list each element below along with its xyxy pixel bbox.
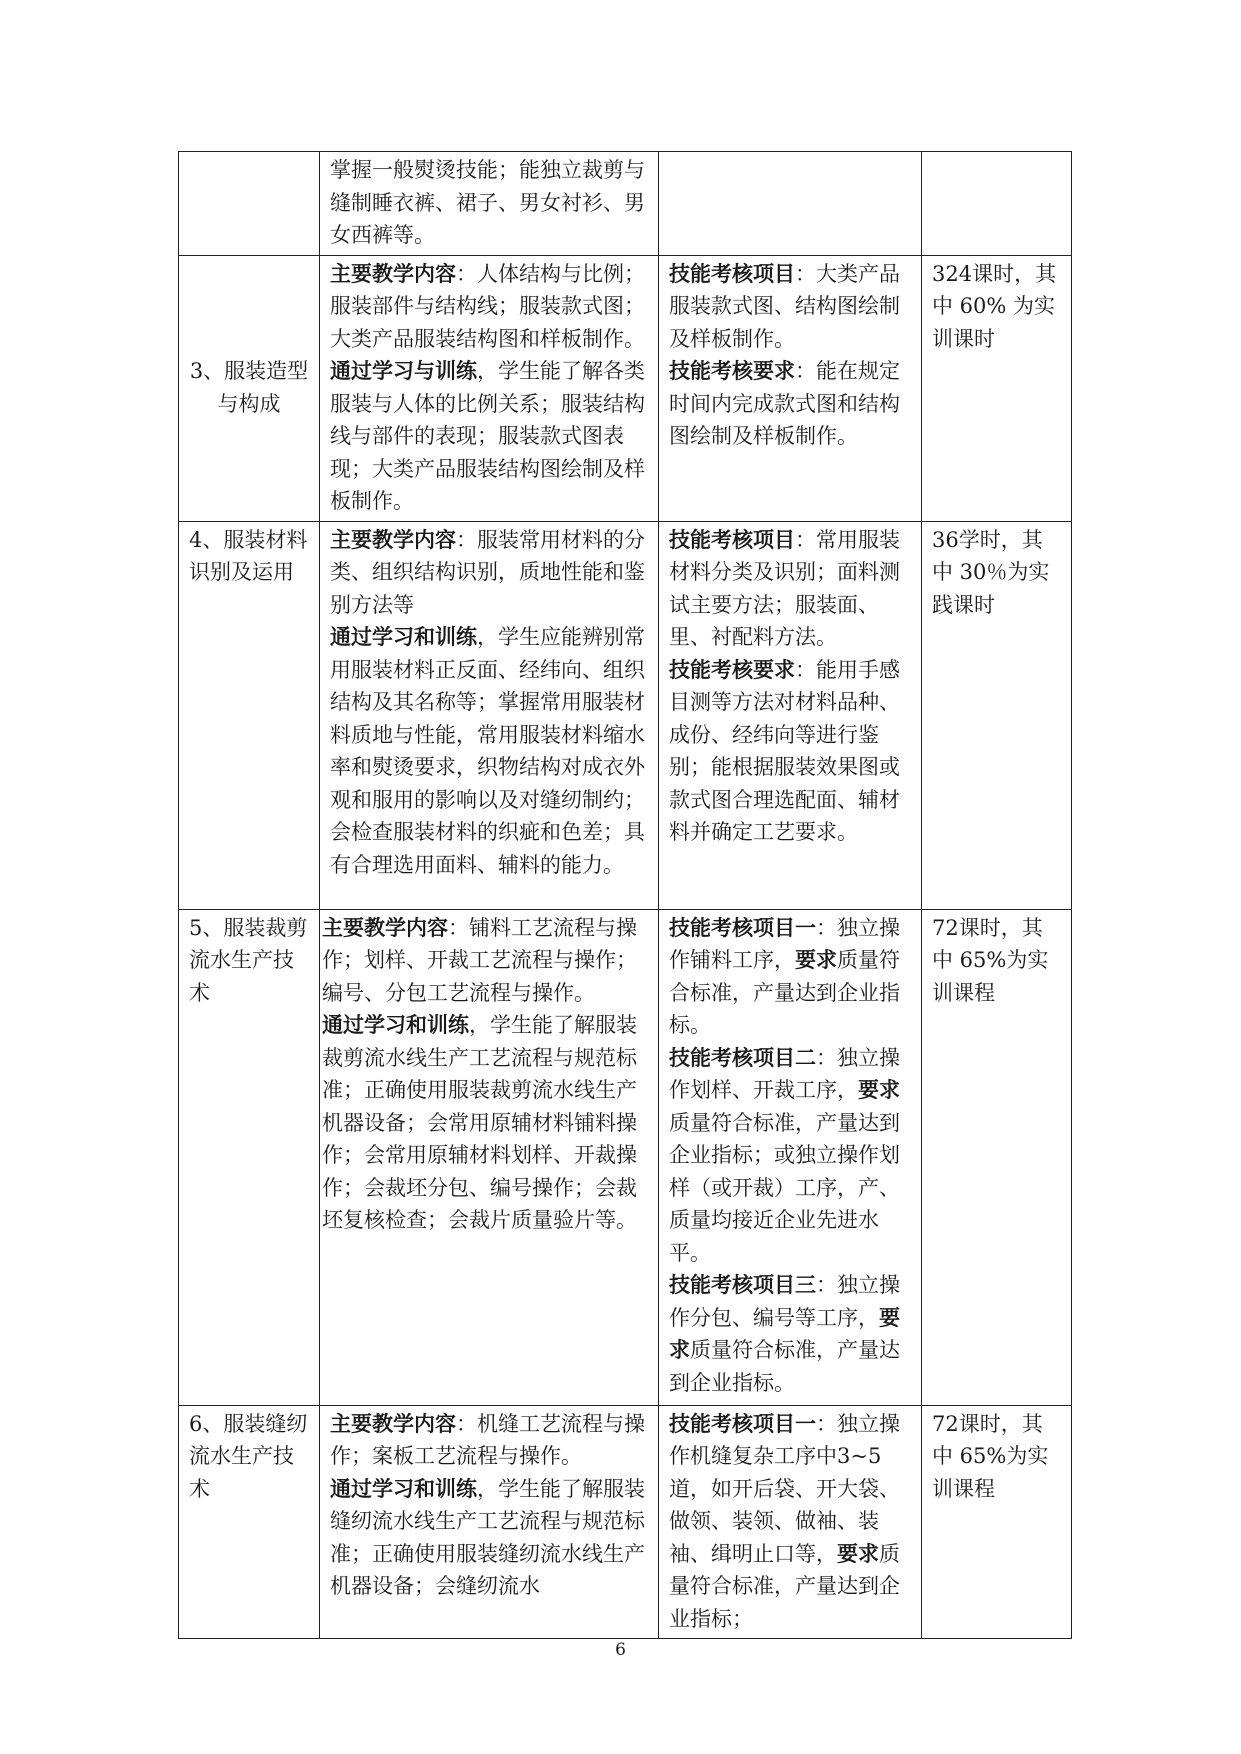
content-text: ：铺料工艺流程与操作；划样、开裁工艺流程与操作；编号、分包工艺流程与操作。: [322, 915, 637, 1005]
hours-text: 324课时，其中 60% 为实训课时: [932, 261, 1057, 351]
assessment-text: 质量符合标准，产量达到企业指标；: [669, 1541, 900, 1631]
course-name-cell: [179, 152, 320, 256]
course-name-cell: [179, 1405, 320, 1639]
hours-cell: [922, 152, 1072, 256]
table-row: [179, 909, 1072, 1405]
assessment-paragraph: [669, 524, 911, 654]
table-row: [179, 152, 1072, 256]
assessment-text: ：独立操作分包、编号等工序，: [669, 1273, 900, 1330]
content-label: 主要教学内容: [330, 260, 456, 286]
hours-cell: [922, 521, 1072, 909]
page-number: 6: [615, 1640, 626, 1660]
hours-text: 36学时，其中 30％为实践课时: [932, 527, 1050, 617]
content-label: 主要教学内容: [322, 914, 448, 940]
content-cell: [320, 521, 659, 909]
content-text: ：机缝工艺流程与操作；案板工艺流程与操作。: [330, 1411, 645, 1468]
content-paragraph: [330, 258, 648, 356]
assessment-label: 技能考核项目一: [669, 1410, 816, 1436]
hours-cell: [922, 255, 1072, 521]
content-paragraph: [330, 154, 648, 252]
course-name-cell: [179, 521, 320, 909]
content-paragraph: [330, 355, 648, 518]
content-text: 掌握一般熨烫技能；能独立裁剪与缝制睡衣裤、裙子、男女衬衫、男女西裤等。: [330, 158, 645, 247]
content-label: 通过学习与训练: [330, 358, 477, 383]
content-label: 通过学习和训练: [330, 1475, 477, 1501]
course-name-cell: [179, 255, 320, 521]
table-row: [179, 255, 1072, 521]
table-row: [179, 521, 1072, 909]
content-paragraph: [330, 1473, 648, 1603]
assessment-text: 质量符合标准，产量达到企业指标。: [669, 948, 900, 1037]
content-paragraph: [322, 1009, 648, 1237]
course-name: 4、服装材料识别及运用: [189, 527, 308, 584]
assessment-text: 质量符合标准，产量达到企业指标；或独立操作划样（或开裁）工序，产、质量均接近企业先进水平。: [669, 1110, 900, 1265]
course-name: 5、服装裁剪流水生产技术: [189, 915, 308, 1005]
content-label: 通过学习和训练: [322, 1012, 469, 1037]
assessment-cell: [659, 255, 922, 521]
content-paragraph: [322, 912, 648, 1010]
assessment-paragraph: [669, 355, 911, 453]
assessment-paragraph: [669, 1408, 911, 1636]
content-label: 主要教学内容: [330, 1410, 456, 1436]
assessment-text: 质量符合标准，产量达到企业指标。: [669, 1338, 900, 1395]
assessment-cell: [659, 521, 922, 909]
content-paragraph: [330, 524, 648, 622]
content-cell: [320, 152, 659, 256]
assessment-label: 技能考核项目: [669, 526, 795, 552]
assessment-label: 技能考核项目: [669, 260, 795, 286]
assessment-text: ：独立操作机缝复杂工序中3~5道，如开后袋、开大袋、做领、装领、做袖、装袖、缉明止口等，: [669, 1411, 900, 1566]
assessment-paragraph: [669, 1269, 911, 1399]
content-text: ，学生应能辨别常用服装材料正反面、经纬向、组织结构及其名称等；掌握常用服装材料质地与性能，常用服装材料缩水率和熨烫要求，织物结构对成衣外观和服用的影响以及对缝纫制约；会检查服装材料的织疵和色差；具有合理选用面料、辅料的能力。: [330, 625, 645, 877]
assessment-text: ：独立操作划样、开裁工序，: [669, 1045, 900, 1102]
assessment-label: 要求: [669, 1304, 900, 1362]
assessment-cell: [659, 909, 922, 1405]
assessment-text: ：常用服装材料分类及识别；面料测试主要方法；服装面、里、衬配料方法。: [669, 527, 900, 649]
hours-cell: [922, 1405, 1072, 1639]
hours-text: 72课时，其中 65%为实训课程: [932, 915, 1049, 1005]
course-name: 3、服装造型与构成: [189, 359, 309, 416]
assessment-label: 技能考核项目二: [669, 1044, 816, 1070]
assessment-text: ：独立操作铺料工序，: [669, 915, 900, 972]
content-label: 通过学习和训练: [330, 624, 477, 649]
assessment-label: 技能考核项目三: [669, 1272, 816, 1297]
assessment-label: 技能考核要求: [669, 656, 795, 682]
table-row: [179, 1405, 1072, 1639]
assessment-label: 技能考核项目一: [669, 914, 816, 940]
hours-text: 72课时，其中 65%为实训课程: [932, 1411, 1049, 1501]
assessment-label: 要求: [858, 1077, 900, 1102]
content-text: ：服装常用材料的分类、组织结构识别，质地性能和鉴别方法等: [330, 527, 645, 617]
assessment-label: 要求: [837, 1540, 879, 1566]
course-table: [178, 151, 1072, 1639]
assessment-text: ：大类产品服装款式图、结构图绘制及样板制作。: [669, 261, 900, 351]
assessment-text: ：能在规定时间内完成款式图和结构图绘制及样板制作。: [669, 359, 900, 448]
content-text: ：人体结构与比例；服装部件与结构线；服装款式图；大类产品服装结构图和样板制作。: [330, 261, 645, 351]
content-text: ，学生能了解服装裁剪流水线生产工艺流程与规范标准；正确使用服装裁剪流水线生产机器设备；会常用原辅材料铺料操作；会常用原辅材料划样、开裁操作；会裁坯分包、编号操作；会裁坯复核检查；会裁片质量验片等。: [322, 1013, 637, 1232]
content-cell: [320, 1405, 659, 1639]
assessment-label: 要求: [795, 947, 837, 972]
assessment-label: 技能考核要求: [669, 358, 795, 383]
assessment-cell: [659, 1405, 922, 1639]
content-label: 主要教学内容: [330, 526, 456, 552]
assessment-paragraph: [669, 654, 911, 849]
assessment-cell: [659, 152, 922, 256]
content-cell: [320, 255, 659, 521]
course-name: 6、服装缝纫流水生产技术: [189, 1411, 308, 1501]
content-cell: [320, 909, 659, 1405]
content-paragraph: [330, 1408, 648, 1473]
assessment-paragraph: [669, 258, 911, 356]
assessment-paragraph: [669, 912, 911, 1042]
hours-cell: [922, 909, 1072, 1405]
course-name-cell: [179, 909, 320, 1405]
assessment-paragraph: [669, 1042, 911, 1270]
content-text: ，学生能了解各类服装与人体的比例关系；服装结构线与部件的表现；服装款式图表现；大类产品服装结构图绘制及样板制作。: [330, 359, 645, 513]
assessment-text: ：能用手感目测等方法对材料品种、成份、经纬向等进行鉴别；能根据服装效果图或款式图合理选配面、辅材料并确定工艺要求。: [669, 657, 900, 844]
content-text: ，学生能了解服装缝纫流水线生产工艺流程与规范标准；正确使用服装缝纫流水线生产机器设备；会缝纫流水: [330, 1476, 645, 1598]
content-paragraph: [330, 621, 648, 881]
